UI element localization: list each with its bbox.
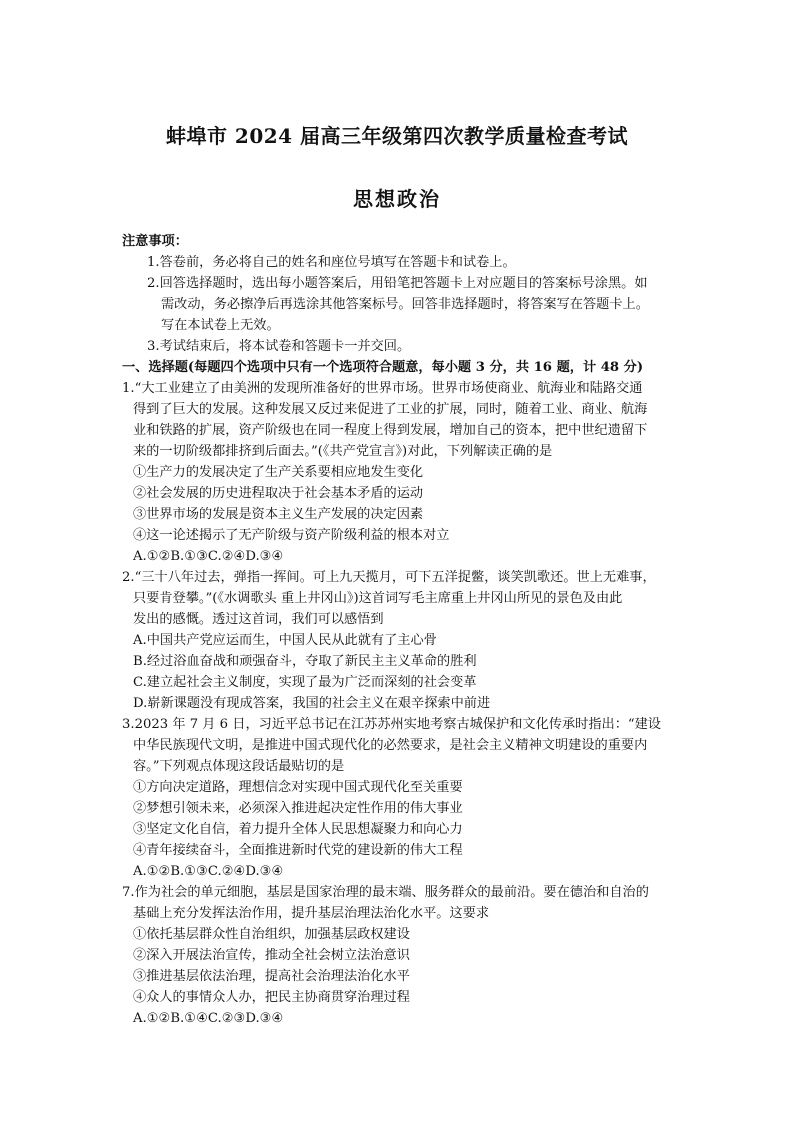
note-item: 1.答卷前，务必将自己的姓名和座位号填写在答题卡和试卷上。	[147, 255, 516, 270]
question-1-option: ④这一论述揭示了无产阶级与资产阶级利益的根本对立	[133, 528, 450, 543]
note-item: 需改动，务必擦净后再选涂其他答案标号。回答非选择题时，将答案写在答题卡上。	[161, 297, 649, 312]
question-1-answers: A.①②B.①③C.②④D.③④	[133, 549, 284, 564]
question-7-option: ④众人的事情众人办，把民主协商贯穿治理过程	[133, 990, 410, 1005]
question-3-text: 3.2023 年 7 月 6 日，习近平总书记在江苏苏州实地考察古城保护和文化传承时指出：“建设	[122, 717, 661, 732]
question-1-option: ②社会发展的历史进程取决于社会基本矛盾的运动	[133, 486, 424, 501]
exam-title: 蚌埠市 2024 届高三年级第四次教学质量检查考试	[165, 124, 629, 148]
question-1-text: 得到了巨大的发展。这种发展又反过来促进了工业的扩展，同时，随着工业、商业、航海	[133, 402, 648, 417]
note-item: 3.考试结束后，将本试卷和答题卡一并交回。	[147, 339, 411, 354]
question-3-option: ③坚定文化自信，着力提升全体人民思想凝聚力和向心力	[133, 822, 463, 837]
question-1-option: ③世界市场的发展是资本主义生产发展的决定因素	[133, 507, 424, 522]
subject-title: 思想政治	[353, 187, 441, 211]
question-1-option: ①生产力的发展决定了生产关系要相应地发生变化	[133, 465, 424, 480]
section-heading: 一、选择题(每题四个选项中只有一个选项符合题意，每小题 3 分，共 16 题，计 48 分)	[122, 360, 644, 375]
question-7-answers: A.①②B.①④C.②③D.③④	[133, 1011, 284, 1026]
question-7-option: ①依托基层群众性自治组织，加强基层政权建设	[133, 927, 410, 942]
question-7-option: ②深入开展法治宣传，推动全社会树立法治意识	[133, 948, 410, 963]
question-2-option: C.建立起社会主义制度，实现了最为广泛而深刻的社会变革	[133, 675, 477, 690]
question-3-text: 中华民族现代文明，是推进中国式现代化的必然要求，是社会主义精神文明建设的重要内	[133, 738, 648, 753]
question-7-option: ③推进基层依法治理，提高社会治理法治化水平	[133, 969, 410, 984]
question-7-text: 基础上充分发挥法治作用，提升基层治理法治化水平。这要求	[133, 906, 490, 921]
question-2-text: 发出的感慨。透过这首词，我们可以感悟到	[133, 612, 384, 627]
question-7-text: 7.作为社会的单元细胞，基层是国家治理的最末端、服务群众的最前沿。要在德治和自治的	[122, 885, 649, 900]
question-3-option: ④青年接续奋斗，全面推进新时代党的建设新的伟大工程	[133, 843, 463, 858]
question-2-option: B.经过浴血奋战和顽强奋斗，夺取了新民主主义革命的胜利	[133, 654, 477, 669]
question-2-text: 2.“三十八年过去，弹指一挥间。可上九天揽月，可下五洋捉鳖，谈笑凯歌还。世上无难事，	[122, 570, 656, 585]
question-1-text: 1.“大工业建立了由美洲的发现所准备好的世界市场。世界市场使商业、航海业和陆路交通	[122, 381, 643, 396]
question-2-option: A.中国共产党应运而生，中国人民从此就有了主心骨	[133, 633, 437, 648]
question-2-text: 只要肯登攀。”(《水调歌头 重上井冈山》)这首词写毛主席重上井冈山所见的景色及由此	[133, 591, 623, 606]
note-item: 写在本试卷上无效。	[161, 318, 280, 333]
notes-heading: 注意事项：	[122, 234, 188, 249]
question-1-text: 业和铁路的扩展，资产阶级也在同一程度上得到发展，增加自己的资本，把中世纪遗留下	[133, 423, 648, 438]
question-2-option: D.崭新课题没有现成答案，我国的社会主义在艰辛探索中前进	[133, 696, 491, 711]
question-3-option: ①方向决定道路，理想信念对实现中国式现代化至关重要	[133, 780, 463, 795]
question-3-option: ②梦想引领未来，必须深入推进起决定性作用的伟大事业	[133, 801, 463, 816]
question-3-text: 容。”下列观点体现这段话最贴切的是	[133, 759, 345, 774]
note-item: 2.回答选择题时，选出每小题答案后，用铅笔把答题卡上对应题目的答案标号涂黑。如	[147, 276, 648, 291]
question-1-text: 来的一切阶级都排挤到后面去。”(《共产党宣言》)对此，下列解读正确的是	[133, 444, 553, 459]
question-3-answers: A.①②B.①③C.②④D.③④	[133, 864, 284, 879]
